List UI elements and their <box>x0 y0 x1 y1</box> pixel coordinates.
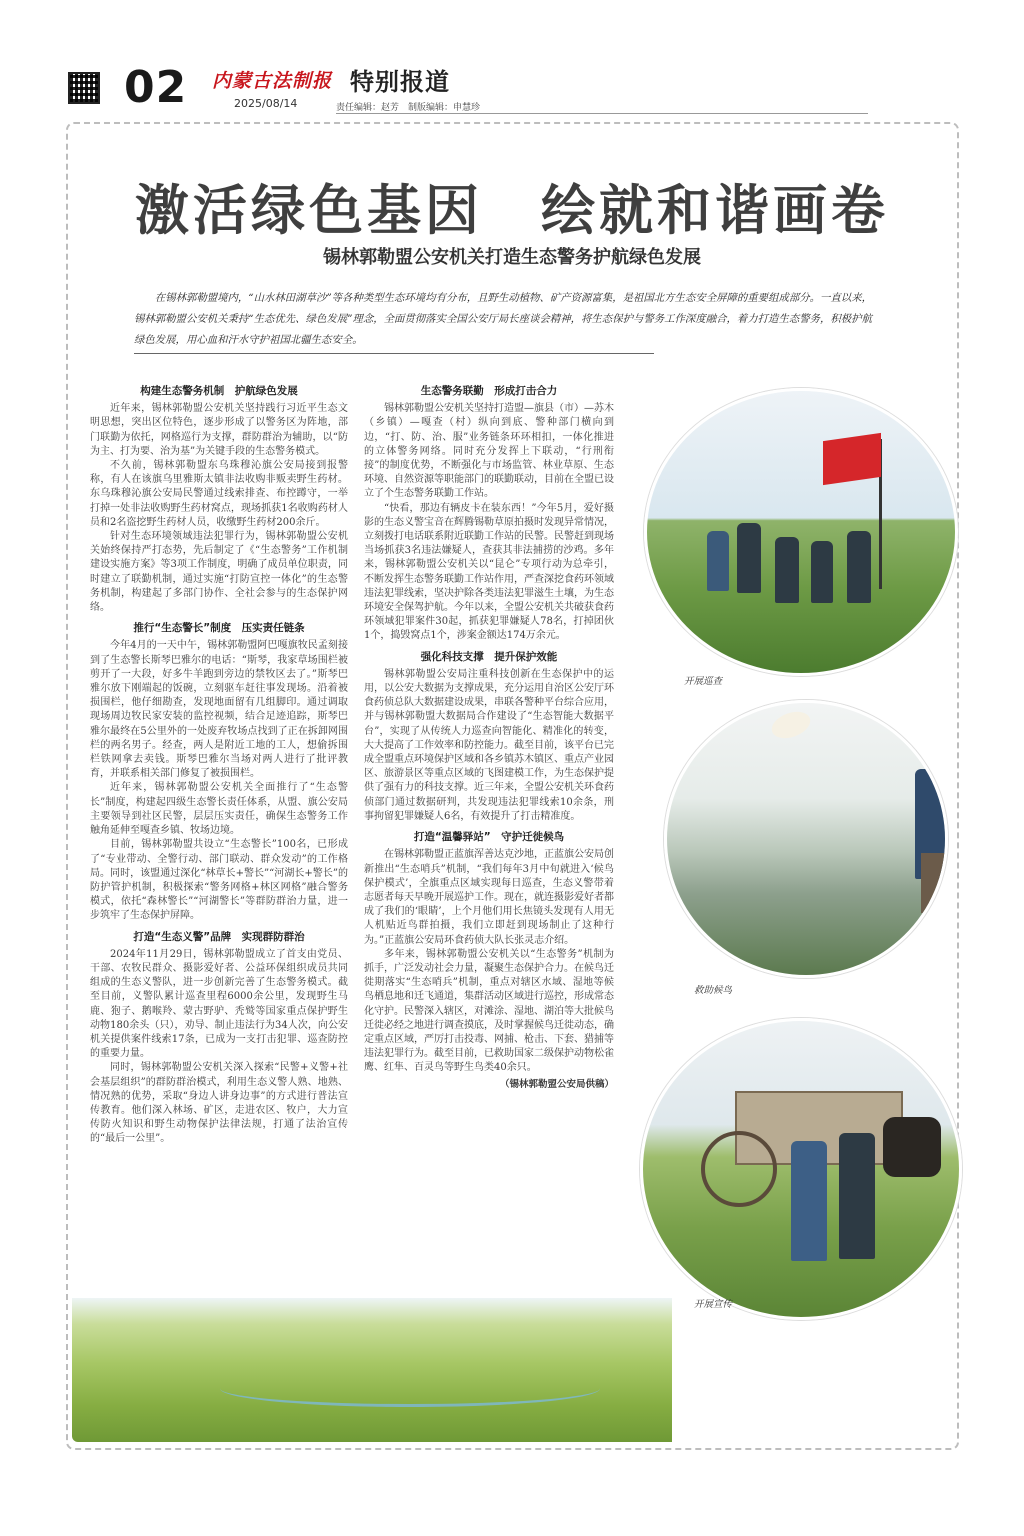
paragraph: 2024年11月29日，锡林郭勒盟成立了首支由党员、干部、农牧民群众、摄影爱好者、公益环保组织成员共同组成的生态义警队，进一步创新完善了生态警务模式。截至目前，义警队累计巡查里程6000余公里，发现野生马鹿、狍子、鹅喉羚、蒙古野驴、秃鹫等国家重点保护野生动物180余头（只），劝导、制止违法行为34人次，向公安机关提供案件线索17条，已成为一支打击犯罪、巡查防控的重要力量。 <box>90 948 348 1060</box>
paragraph: 同时，锡林郭勒盟公安机关深入探索“民警+义警+社会基层组织”的群防群治模式，利用生态义警人熟、地熟、情况熟的优势，采取“身边人讲身边事”的方式进行普法宣传教育。他们深入林场、矿区，走进农区、牧户，大力宣传防火知识和野生动物保护法律法规，打通了法治宣传的“最后一公里”。 <box>90 1062 348 1145</box>
section-heading: 打造“温馨驿站” 守护迁徙候鸟 <box>413 831 565 844</box>
section-heading: 强化科技支撑 提升保护效能 <box>420 650 558 663</box>
section-title: 特别报道 <box>350 68 450 96</box>
paragraph: 锡林郭勒盟公安机关坚持打造盟—旗县（市）—苏木（乡镇）—嘎查（村）纵向到底、警种部门横向到边，“打、防、治、服”业务链条环环相扣，一体化推进的立体警务网络。同时充分发挥上下联动，“行刑衔接”的制度优势，不断强化与市场监管、林业草原、生态环境、自然资源等职能部门的联勤联动，目前在全盟已设立了个生态警务联勤工作站。 <box>364 403 614 500</box>
lead-divider <box>134 353 654 354</box>
source-note: （锡林郭勒盟公安局供稿） <box>499 1078 614 1090</box>
paragraph: 今年4月的一天中午，锡林郭勒盟阿巴嘎旗牧民孟刻接到了生态警长斯琴巴雅尔的电话：“斯琴，我家草场围栏被剪开了一大段，好多牛羊跑到旁边的禁牧区去了。”斯琴巴雅尔放下刚端起的饭碗，立刻驱车赶往事发现场。沿着被损围栏，他仔细勘查，发现地面留有几组脚印。通过调取现场周边牧民家安装的监控视频，结合足迹追踪，斯琴巴雅尔最终在5公里外的一处废弃牧场点找到了正在拆卸网围栏的两名男子。经查，两人是附近工地的工人，想偷拆围栏铁网拿去卖钱。斯琴巴雅尔当场对两人进行了批评教育，并联系相关部门修复了被损围栏。 <box>90 640 348 780</box>
page-number: 02 <box>124 62 188 113</box>
paragraph: 近年来，锡林郭勒盟公安机关坚持践行习近平生态文明思想，突出区位特色，逐步形成了以警务区为阵地，部门联勤为依托，网格巡行为支撑，群防群治为辅助，以“防为主、打为要、治为基”为关键手段的生态警务模式。 <box>90 403 348 457</box>
paragraph: 目前，锡林郭勒盟共设立“生态警长”100名，已形成了“专业带动、全警行动、部门联动、群众发动”的工作格局。同时，该盟通过深化“林草长+警长”“河湖长+警长”的防护管护机制，积极探索“警务网格+林区网格”融合警务模式，依托“森林警长”“河湖警长”等群防群治力量，进一步筑牢了生态保护屏障。 <box>90 839 348 922</box>
masthead-divider <box>336 113 868 114</box>
newspaper-logo: 内蒙古法制报 <box>212 70 333 92</box>
section-heading: 推行“生态警长”制度 压实责任链条 <box>133 622 305 635</box>
paragraph: “快看，那边有辆皮卡在装东西！”今年5月，爱好摄影的生态义警宝音在辉腾锡勒草原拍摄时发现异常情况，立刻拨打电话联系附近联勤工作站的民警。民警赶到现场当场抓获3名违法嫌疑人，查获其非法捕捞的沙鸡。多年来，锡林郭勒盟公安机关以“昆仑”专项行动为总牵引，不断发挥生态警务联勤工作站作用，严查深挖食药环领域违法犯罪线索，坚决护除各类违法犯罪滋生土壤，为生态环境安全保驾护航。今年以来，全盟公安机关共破获食药环领域犯罪案件30起，抓获犯罪嫌疑人78名，打掉团伙1个，捣毁窝点1个，涉案金额达174万余元。 <box>364 502 614 642</box>
bird-rescue-photo <box>664 700 948 978</box>
river-illustration <box>220 1370 600 1407</box>
text-column-middle <box>364 378 614 1198</box>
section-heading: 打造“生态义警”品牌 实现群防群治 <box>133 930 305 943</box>
paragraph: 在锡林郭勒盟正蓝旗浑善达克沙地，正蓝旗公安局创新推出“生态哨兵”机制，“我们每年3月中旬就进入‘候鸟保护模式’，全旗重点区域实现每日巡查，生态义警带着志愿者每天早晚开展巡护工作。现在，就连摄影爱好者都成了我们的‘眼睛’，上个月他们用长焦镜头发现有人用无人机贴近鸟群拍摄，我们立即赶到现场制止了这种行为。”正蓝旗公安局环食药侦大队长张灵志介绍。 <box>364 849 614 946</box>
qr-code-icon <box>68 72 100 104</box>
section-heading: 构建生态警务机制 护航绿色发展 <box>140 385 298 397</box>
photo-caption: 开展宣传 <box>694 1299 733 1310</box>
article-headline: 激活绿色基因 绘就和谐画卷 <box>135 179 889 242</box>
article-lead: 在锡林郭勒盟境内，“山水林田湖草沙”等各种类型生态环境均有分布，且野生动植物、矿产资源富集，是祖国北方生态安全屏障的重要组成部分。一直以来，锡林郭勒盟公安机关秉持“生态优先、绿色发展”理念，全面贯彻落实全国公安厅局长座谈会精神，将生态保护与警务工作深度融合，着力打造生态警务，积极护航绿色发展，用心血和汗水守护祖国北疆生态安全。 <box>134 292 872 346</box>
paragraph: 锡林郭勒盟公安局注重科技创新在生态保护中的运用，以公安大数据为支撑成果，充分运用自治区公安厅环食药侦总队大数据建设成果，串联各警种平台综合应用，并与锡林郭勒盟大数据局合作建设了“生态智能大数据平台”，实现了从传统人力巡查向智能化、精准化的转变，大大提高了工作效率和防控能力。截至目前，该平台已完成全盟重点环境保护区域和各乡镇苏木镇区、重点产业园区、旅游景区等重点区域的飞图建模工作，为生态保护提供了强有力的科技支撑。近三年来，全盟公安机关环食药侦部门通过数据研判，共发现违法犯罪线索10余条，刑事拘留犯罪嫌疑人6名，有效提升了打击精准度。 <box>364 668 614 822</box>
photo-caption: 开展巡查 <box>684 676 723 687</box>
paragraph: 针对生态环境领域违法犯罪行为，锡林郭勒盟公安机关始终保持严打态势，先后制定了《“生态警务”工作机制建设实施方案》等3项工作制度，明确了成员单位职责，同时建立了联勤机制，通过实施“打防宣控一体化”的生态警务机制，构建起了多部门协作、全社会参与的生态保护网络。 <box>90 531 348 614</box>
paragraph: 不久前，锡林郭勒盟东乌珠穆沁旗公安局接到报警称，有人在该旗乌里雅斯太镇非法收购非贩卖野生药材。东乌珠穆沁旗公安局民警通过线索排查、布控蹲守，一举打掉一处非法收购野生药材窝点，现场抓获1名收购药材人员和2名盗挖野生药材人员，收缴野生药材200余斤。 <box>90 460 348 528</box>
article-subheadline: 锡林郭勒盟公安机关打造生态警务护航绿色发展 <box>323 247 701 268</box>
publicity-photo <box>640 1018 962 1320</box>
paragraph: 多年来，锡林郭勒盟公安机关以“生态警务”机制为抓手，广泛发动社会力量，凝聚生态保护合力。在候鸟迁徙期落实“生态哨兵”机制，重点对辖区水域、湿地等候鸟栖息地和迁飞通道，集群活动区域进行巡控，形成常态化守护。民警深入辖区，对滩涂、湿地、湖泊等大批候鸟迁徙必经之地进行调查摸底，及时掌握候鸟迁徙动态，确定重点区域，严厉打击投毒、网捕、枪击、下套、猎捕等违法犯罪行为。截至目前，已救助国家二级保护动物松雀鹰、红隼、百灵鸟等野生鸟类40余只。 <box>364 948 614 1074</box>
publication-date: 2025/08/14 <box>234 97 298 110</box>
paragraph: 近年来，锡林郭勒盟公安机关全面推行了“生态警长”制度，构建起四级生态警长责任体系，从盟、旗公安局主要领导到社区民警，层层压实责任，确保生态警务工作触角延伸至嘎查乡镇、牧场边境。 <box>90 782 348 837</box>
patrol-photo <box>644 388 958 676</box>
section-heading: 生态警务联勤 形成打击合力 <box>420 385 558 397</box>
editor-credits: 责任编辑：赵芳 制版编辑：申慧珍 <box>336 103 481 113</box>
photo-caption: 救助候鸟 <box>694 985 733 996</box>
